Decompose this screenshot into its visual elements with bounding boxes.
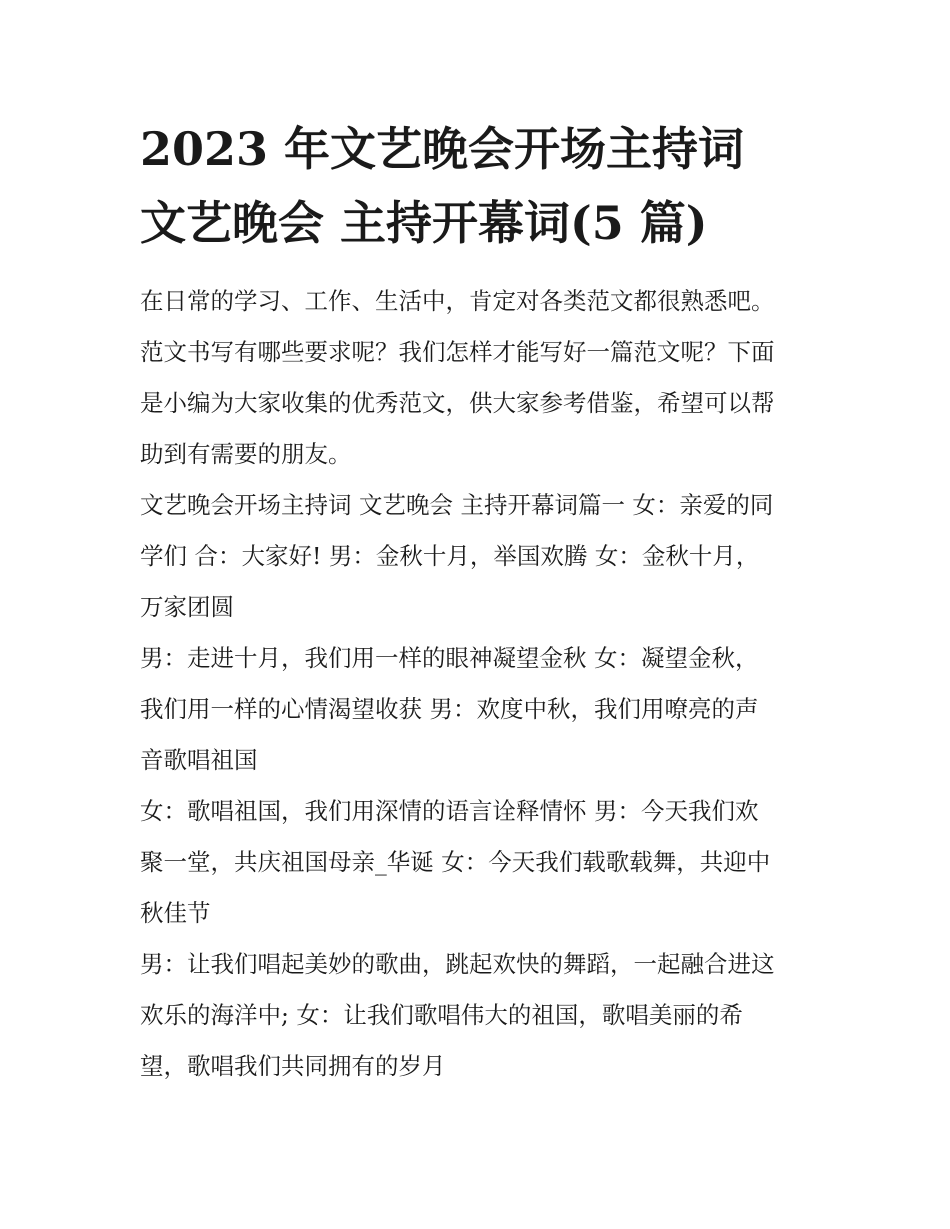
- body-line: 文艺晚会开场主持词 文艺晚会 主持开幕词篇一 女：亲爱的同: [140, 491, 774, 519]
- body-line: 音歌唱祖国: [140, 746, 258, 774]
- document-body: [140, 276, 820, 1092]
- title-line: 2023 年文艺晚会开场主持词: [140, 122, 745, 176]
- body-line: 男：让我们唱起美妙的歌曲，跳起欢快的舞蹈，一起融合进这: [140, 950, 775, 978]
- body-line: 范文书写有哪些要求呢？我们怎样才能写好一篇范文呢？下面: [140, 338, 775, 366]
- body-line: 助到有需要的朋友。: [140, 440, 352, 468]
- body-line: 是小编为大家收集的优秀范文，供大家参考借鉴，希望可以帮: [140, 389, 775, 417]
- body-line: 在日常的学习、工作、生活中，肯定对各类范文都很熟悉吧。: [140, 287, 775, 315]
- body-line: 学们 合：大家好! 男：金秋十月，举国欢腾 女：金秋十月，: [140, 542, 760, 570]
- body-line: 我们用一样的心情渴望收获 男：欢度中秋，我们用嘹亮的声: [140, 695, 759, 723]
- body-line: 秋佳节: [140, 899, 211, 927]
- body-line: 聚一堂，共庆祖国母亲_华诞 女：今天我们载歌载舞，共迎中: [140, 848, 771, 876]
- body-line: 欢乐的海洋中; 女：让我们歌唱伟大的祖国，歌唱美丽的希: [140, 1001, 743, 1029]
- body-line: 望，歌唱我们共同拥有的岁月: [140, 1052, 446, 1080]
- body-line: 女：歌唱祖国，我们用深情的语言诠释情怀 男：今天我们欢: [140, 797, 759, 825]
- body-line: 男：走进十月，我们用一样的眼神凝望金秋 女：凝望金秋，: [140, 644, 759, 672]
- document-title: [140, 112, 840, 260]
- title-line: 文艺晚会 主持开幕词(5 篇): [140, 196, 708, 250]
- body-line: 万家团圆: [140, 593, 234, 621]
